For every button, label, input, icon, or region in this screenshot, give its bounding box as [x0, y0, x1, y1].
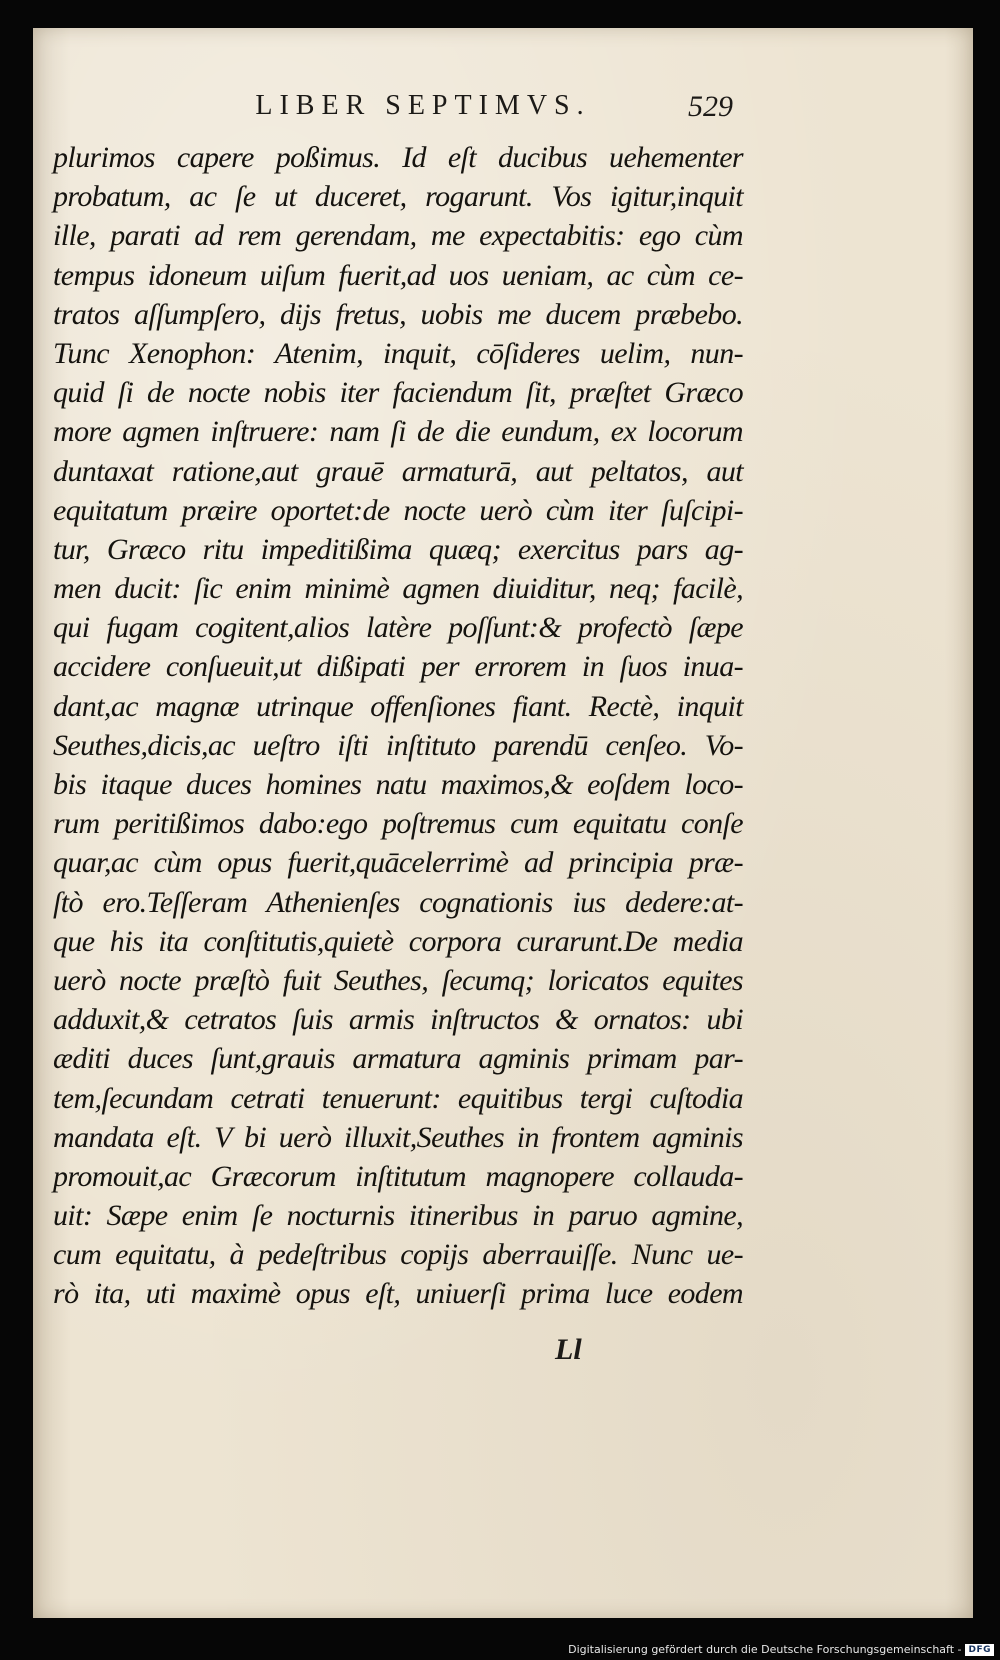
text-line: more agmen inſtruere: nam ſi de die eundum, ex locorum: [53, 415, 743, 449]
text-line: dant,ac magnæ utrinque offenſiones fiant. Rectè, inquit: [53, 689, 743, 723]
text-line: Tunc Xenophon: Atenim, inquit, cōſideres uelim, nun-: [53, 336, 743, 370]
text-line: equitatum præire oportet:de nocte uerò cùm iter ſuſcipi-: [53, 493, 743, 527]
text-line: men ducit: ſic enim minimè agmen diuiditur, neq; facilè,: [53, 572, 743, 606]
body-text: [53, 138, 743, 1314]
text-line: probatum, ac ſe ut duceret, rogarunt. Vos igitur,inquit: [53, 180, 743, 214]
signature-mark: Ll: [555, 1333, 582, 1366]
text-line: que his ita conſtitutis,quietè corpora curarunt.De media: [53, 924, 743, 958]
text-line: duntaxat ratione,aut grauē armaturā, aut peltatos, aut: [53, 454, 743, 488]
text-line: quar,ac cùm opus fuerit,quācelerrimè ad principia præ-: [53, 846, 743, 880]
text-line: accidere conſueuit,ut dißipati per errorem in ſuos inua-: [53, 650, 743, 684]
text-line: æditi duces ſunt,grauis armatura agminis primam par-: [53, 1042, 743, 1076]
text-line: plurimos capere poßimus. Id eſt ducibus uehementer: [53, 141, 743, 174]
text-line: uit: Sæpe enim ſe nocturnis itineribus in paruo agmine,: [53, 1199, 743, 1233]
text-line: qui fugam cogitent,alios latère poſſunt:& profectò ſæpe: [53, 611, 743, 645]
running-head: LIBER SEPTIMVS.: [255, 90, 591, 121]
digitization-credit: [568, 1641, 994, 1658]
text-line: tur, Græco ritu impeditißima quæq; exercitus pars ag-: [53, 532, 743, 566]
text-line: bis itaque duces homines natu maximos,& eoſdem loco-: [53, 768, 743, 801]
credit-text: Digitalisierung gefördert durch die Deutsche Forschungsgemeinschaft -: [568, 1643, 962, 1656]
text-line: rò ita, uti maximè opus eſt, uniuerſi prima luce eodem: [53, 1277, 743, 1311]
text-line: rum peritißimos dabo:ego poſtremus cum equitatu conſe: [53, 807, 743, 841]
page-number: 529: [688, 90, 733, 123]
dfg-logo: DFG: [965, 1644, 994, 1656]
text-line: adduxit,& cetratos ſuis armis inſtructos & ornatos: ubi: [53, 1003, 743, 1037]
text-line: ille, parati ad rem gerendam, me expectabitis: ego cùm: [53, 219, 743, 253]
text-line: Seuthes,dicis,ac ueſtro iſti inſtituto parendū cenſeo. Vo-: [53, 728, 743, 762]
text-line: ſtò ero.Teſſeram Athenienſes cognationis ius dedere:at-: [53, 885, 743, 919]
text-line: uerò nocte præſtò fuit Seuthes, ſecumq; loricatos equites: [53, 963, 743, 997]
text-line: quid ſi de nocte nobis iter faciendum ſit, præſtet Græco: [53, 376, 743, 410]
text-line: tem,ſecundam cetrati tenuerunt: equitibus tergi cuſtodia: [53, 1081, 743, 1115]
text-line: tempus idoneum uiſum fuerit,ad uos ueniam, ac cùm ce-: [53, 258, 743, 292]
text-line: tratos aſſumpſero, dijs fretus, uobis me ducem præbebo.: [53, 297, 743, 331]
book-page: [33, 28, 973, 1618]
text-line: cum equitatu, à pedeſtribus copijs aberrauiſſe. Nunc ue-: [53, 1238, 743, 1272]
text-line: mandata eſt. V bi uerò illuxit,Seuthes in frontem agminis: [53, 1120, 743, 1154]
text-line: promouit,ac Græcorum inſtitutum magnopere collauda-: [53, 1159, 743, 1193]
